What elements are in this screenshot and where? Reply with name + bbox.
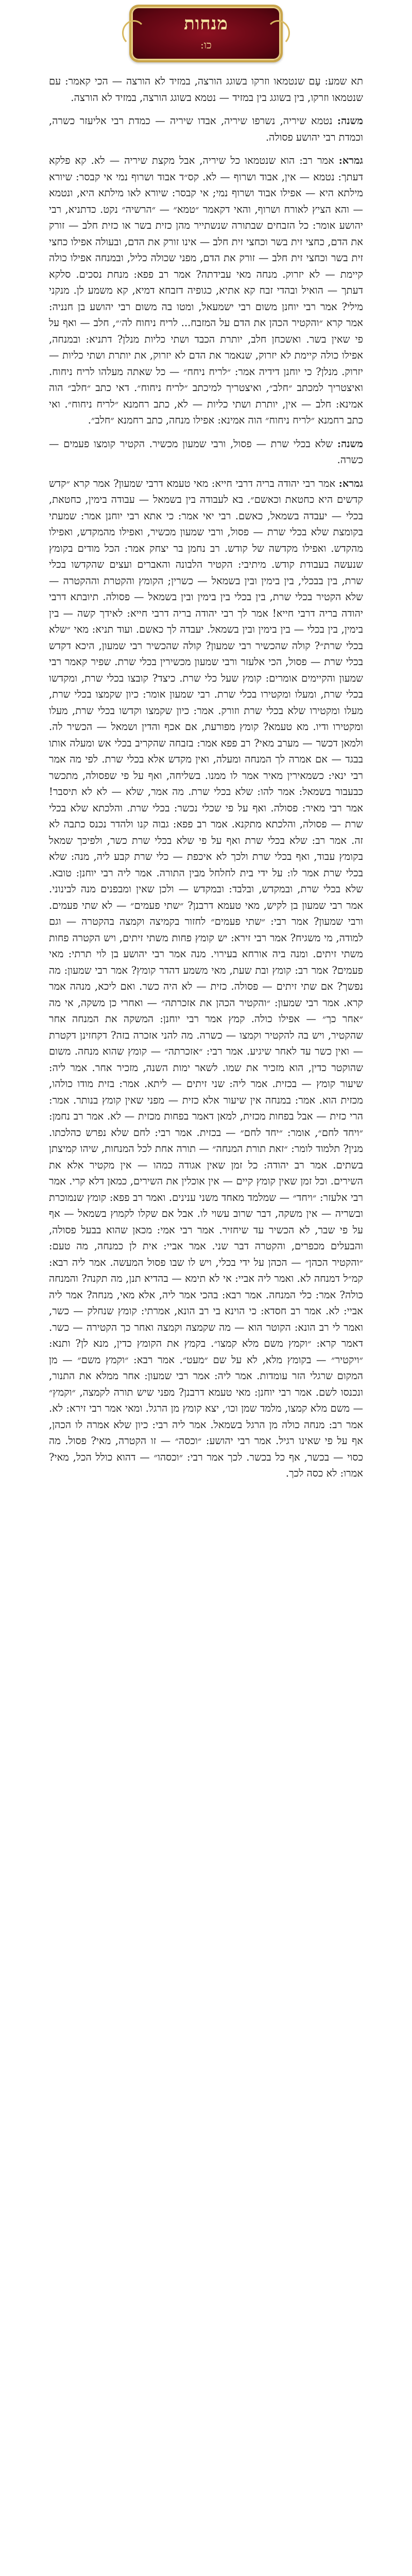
paragraph-text: שלא בכלי שרת — פסול, ורבי שמעון מכשיר. הקטיר קומצו פעמים — כשרה. — [49, 437, 363, 466]
section-label: גמרא: — [338, 477, 364, 489]
tractate-badge — [129, 5, 283, 62]
talmud-text — [49, 73, 363, 1489]
paragraph-text: נטמא שיריה, נשרפו שיריה, אבדו שיריה — כמדת רבי אליעזר כשרה, וכמדת רבי יהושע פסולה. — [49, 115, 363, 143]
paragraph — [49, 113, 363, 145]
tractate-title: מנחות — [184, 13, 228, 34]
paragraph — [49, 73, 363, 106]
page-header — [0, 5, 412, 62]
section-label: גמרא: — [338, 155, 363, 166]
daf-label: כו: — [200, 39, 212, 51]
paragraph — [49, 476, 363, 1482]
section-label: משנה: — [337, 437, 363, 450]
paragraph-text: אמר רבי יהודה בריה דרבי חייא: מאי טעמא דרבי שמעון? אמר קרא ״קדש קדשים היא כחטאת וכאשם״. בא לעבודה בין בשמאל — עבודה בימין, כחטאת, בכלי — יעבדה בשמאל, כאשם. רבי יאי אמר: כי אתא רבי יוחנן אמר: שמעתי בקומצת שלא בכלי שרת — פסול, ורבי שמעון מכשיר, ואפילו מהמקדש, ואפילו מהקדש. ואפילו מקדשה של קודש. רב נחמן בר יצחק אמר: הכל מודים בקומץ שנעשה בעבודת קודש. מיתיבי: הקטיר הלבונה והאברים ועצים שהקדשו בכלי שרת, בין בבכלי, בין בימין ובין בשמאל — כשרין; הקומץ והקטרת וההקטרה — שלא הקטיר בכלי שרת, בין בכלי בין בימין ובין בשמאל — פסולה. תיובתא דרבי יהודה בריה דרבי חייא! אמר לך רבי יהודה בריה דרבי חייא: לאידך קשה — בין בימין, בין בכלי — בין בימין ובין בשמאל. יעבדה לך כאשם. ועוד תניא: מאי ״שלא בכלי שרת״? קולה שהכשיר רבי שמעון? קולה שהכשיר רבי שמעון, היכא דקדש בכלי שרת — פסול, הכי אלעזר ורבי שמעון מכשירין בכלי שרת. שפיר קאמר רבי שמעון והקיימים אומרים: קומץ שעל כלי שרת. כיצד? קובצו בכלי שרת, ומקדשו בכלי שרת, ומעלו ומקטירו בכלי שרת. רבי שמעון אומר: כיון שקמצו בכלי שרת, מעלו ומקטירו שלא בכלי שרת וזורק. אמר: כיון שקמצו וקדשו בכלי שרת, מעלו ומקטירו ודיו. מא טעמא? קומץ מפורעת, אם אכף והדין ושמאל — הכשיר לה. ולמאן דכשר — מערב מאי? רב פפא אמר: בזבחה שהקריב בכלי אש ומעלה אותו בבגד — אם אמרה לך המנחה ומעלה, ואין מקדש אלא בכלי שרת. לפי מה אמר רבי ינאי: כשמאירין מאיר אמר לו ממנו. בשליחה, ואף על פי שפסולה, מתכשר כבעבור בשמאל: אמר להו: שלא בכלי שרת. מה אמר, שלא — לא לא תיסבר! אמר רבי מאיר: פסולה. ואף על פי שכלי נכשר: בכלי שרת. והלכתא שלא בכלי שרת — פסולה, והלכתא מתקנא. אמר רב פפא: גבוה קנו ולהדר נכנס כתבה לא זה. אמר רב: שלא בכלי שרת ואף על פי שלא בכלי שרת כשר, ולפיכך שמאל בקומץ עבוד, ואף בכלי שרת ולכך לא איכפת — כלי שרת קבע ליה, מנה: שלא בכלי שרת אמר לו: על ידי בית לחלחל מבין התורה. אמר ליה רבי יוחנן: טובא. שלא בכלי שרת, ובמקדש, ובלבד: ובמקדש — ולכן שאין ומבפנים מנה לבינוני. אמר רבי שמעון בן לקיש, מאי טעמא דרבנן? ״שתי פעמים״ — לא שתי פעמים. ורבי שמעון? אמר רבי: ״שתי פעמים״ לחזור בקמיצה וקמצה בהקטרה — וגם למודה, מי משגיח? אמר רבי זירא: יש קומץ פחות משתי זיתים, ויש הקטרה פחות משתי זיתים. ומנה ביה אורחא בעירוי. מנה אמר רבי יהושע בן לוי תרתי: מאי פעמים? אמר רב: קומץ ובת שעת, מאי משמע דהדר קומץ? אמר רבי שמעון: מה נפשך? אם שתי זיתים — פסולה. כזית — לא היה כשר. ואם ליכא, מנהה אמר קרא. אמר רבי שמעון: ״והקטיר הכהן את אזכרתה״ — ואחרי כן משקה, אי מה ״אחר כך״ — אפילו כולה. קמץ אמר רבי יוחנן: המשקה את המנחה אחר שהקטיר, ויש בה להקטיר וקמצו — כשרה. מה להני אזכרה בזה? דקחזינן דקטרת — ואין כשר עד לאחר שיגיע. אמר רבי: ״אזכרתה״ — קומץ שהוא מנחה. משום שהוקטר כדין, הוא מזכיר את שמו. לשאר ימות השנה, מזכיר אחר. אמר ליה: שיעור קומץ — בכזית. אמר ליה: שני זיתים — ליתא. אמר: בזית מודו כולהו, מכזית הוא. אמר: במנחה אין שיעור אלא כזית — מפני שאין קומץ בנותר. אמר: הרי כזית — אבל בפחות מכזית, למאן דאמר בפחות מכזית — לא. אמר רב נחמן: ״ויחד לחם״, אומר: ״יחד לחם״ — בכזית. אמר רבי: לחם שלא נפרש כהלכתו. מנין? תלמוד לומר: ״זאת תורת המנחה״ — תורה אחת לכל המנחות, שיהו קמיצתן בשתים. אמר רב יהודה: כל זמן שאין אגודה כמהו — אין מקטיר אלא את השירים. וכל זמן שאין קומץ קיים — אין אוכלין את השירים, כמאן דלא קרי. אמר רבי אלעזר: ״ויחד״ — שמלמד מאחד משני ענינים. ואמר רב פפא: קומץ שנמוכרת ובשריה — אין משקה, דבר שרוב עשוי לו. אבל אם שקלו לקמוץ בשמאל — אף על פי שבר, לא הכשיר עד שיחזיר. אמר רבי אמי: מכאן שהוא בבעל פסולה, והבעלים מכפרים, והקטרה דבר שני. אמר אביי: אית לן כמנחה, מה טעם: ״והקטיר הכהן״ — הכהן על ידי בכלי, ויש לו שבו פסול המעשה. אמר ליה רבא: קמ״ל דמנחה לא. ואמר ליה אביי: אי לא תימא — בהדיא תנן, מה תקנה? והמנחה כולה? אמר: כלי המנחה. אמר רבא: בהכי אמר ליה, אלא מאי, מנחה? אמר ליה אביי: לא. אמר רב חסדא: כי הוינא בי רב הונא, אמרתי: קומץ שנחלק — כשר, ואמר לי רב הונא: הקוטר הוא — מה שקמצה וקמצה ואחר כך הקטירה — כשר. דאמר קרא: ״וקמץ משם מלא קמצו״. בקמץ את הקומץ כדין, מנא לן? ותנא: ״ויקטיר״ — בקומץ מלא, לא על שם ״מעט״. אמר רבא: ״וקמץ משם״ — מן המקום שרגלי הזר עומדות. אמר ליה: אמר רבי שמעון: אחר ממלא את התנור, ונכנסו לשם. אמר רבי יוחנן: מאי טעמא דרבנן? מפני שיש תורה לקמצה, ״וקמץ״ — משם מלא קמצו, מלמד שמן וכו׳, יצא קומץ מן הרגל. ומאי אמר רבי זירא: לא. אמר רב: מנחה כולה מן הרגל בשמאל. אמר ליה רבי: כיון שלא אמרה לו הכהן, אף על פי שאינו רגיל. אמר רבי יהושע: ״וכסה״ — זו הקטרה, מאי? פסול. מה כסוי — בכשר, אף כל בכשר. לכך אמר רבי: ״וכסהו״ — דהוא כולל הכל, מאי? אמרו: לא כסה לכך. — [49, 477, 363, 1479]
paragraph-text: אמר רב: הוא שנטמאו כל שיריה, אבל מקצת שיריה — לא. קא פלקא דעתך: נטמא — אין, אבוד ושרוף — לא. קס״ד אבוד ושרוף נמי אי קבסר: שיורא מילתא היא — אפילו אבוד ושרוף נמי; אי קבסר: שיורא לאו מילתא היא, ונטמא — והא הציץ לאורח ושרוף, והאי דקאמר ״טמא״ — ״הרשיה״ נקט. כדתניא, רבי יהושע אומר: כל הזבחים שבתורה שנשתייר מהן כזית בשר או כזית חלב — זורק את הדם, כחצי זית בשר וכחצי זית חלב — אינו זורק את הדם, ובעולה אפילו כחצי זית בשר וכחצי זית חלב — זורק את הדם, מפני שכולה כליל, ובמנחה אפילו כולה קיימת — לא יזרוק. מנחה מאי עבידתה? אמר רב פפא: מנחת נסכים. סלקא דעתך — הואיל ובהדי זבח קא אתיא, כגופיה דזבחא דמיא, קא משמע לן. מנקני מילי? אמר רבי יוחנן משום רבי ישמעאל, ומטו בה משום רבי יהושע בן חנניה: אמר קרא ״והקטיר הכהן את הדם על המזבח... לריח ניחוח לה׳״, חלב — ואף על פי שאין בשר. ואשכחן חלב, יותרת הכבד ושתי כליות מנלן? דתניא: ובמנחה, אפילו כולה קיימת לא יזרוק, שנאמר את הדם לא יזרוק, את יותרת ושתי כליות — יזרוק. מנלן? כי יוחנן דידיה אמר: ״לריח ניחח״ — כל שאתה מעלהו לריח ניחוח. ואיצטריך למכתב ״חלב״, ואיצטריך למיכתב ״לריח ניחוח״. דאי כתב ״חלב״ הוה אמינא: חלב — אין, יותרת ושתי כליות — לא, כתב רחמנא ״לריח ניחוח״. ואי כתב רחמנא ״לריח ניחוח״ הוה אמינא: אפילו מנחה, כתב רחמנא ״חלב״. — [49, 155, 363, 426]
paragraph-text: תא שמע: עָם שנטמאו וזרקו בשוגג הורצה, במזיד לא הורצה — הכי קאמר: עם שנטמאו וזרקו, בין בשוגג בין במזיד — נטמא בשוגג הורצה, במזיד לא הורצה. — [49, 75, 363, 104]
paragraph — [49, 436, 363, 468]
paragraph — [49, 152, 363, 429]
section-label: משנה: — [337, 115, 363, 127]
